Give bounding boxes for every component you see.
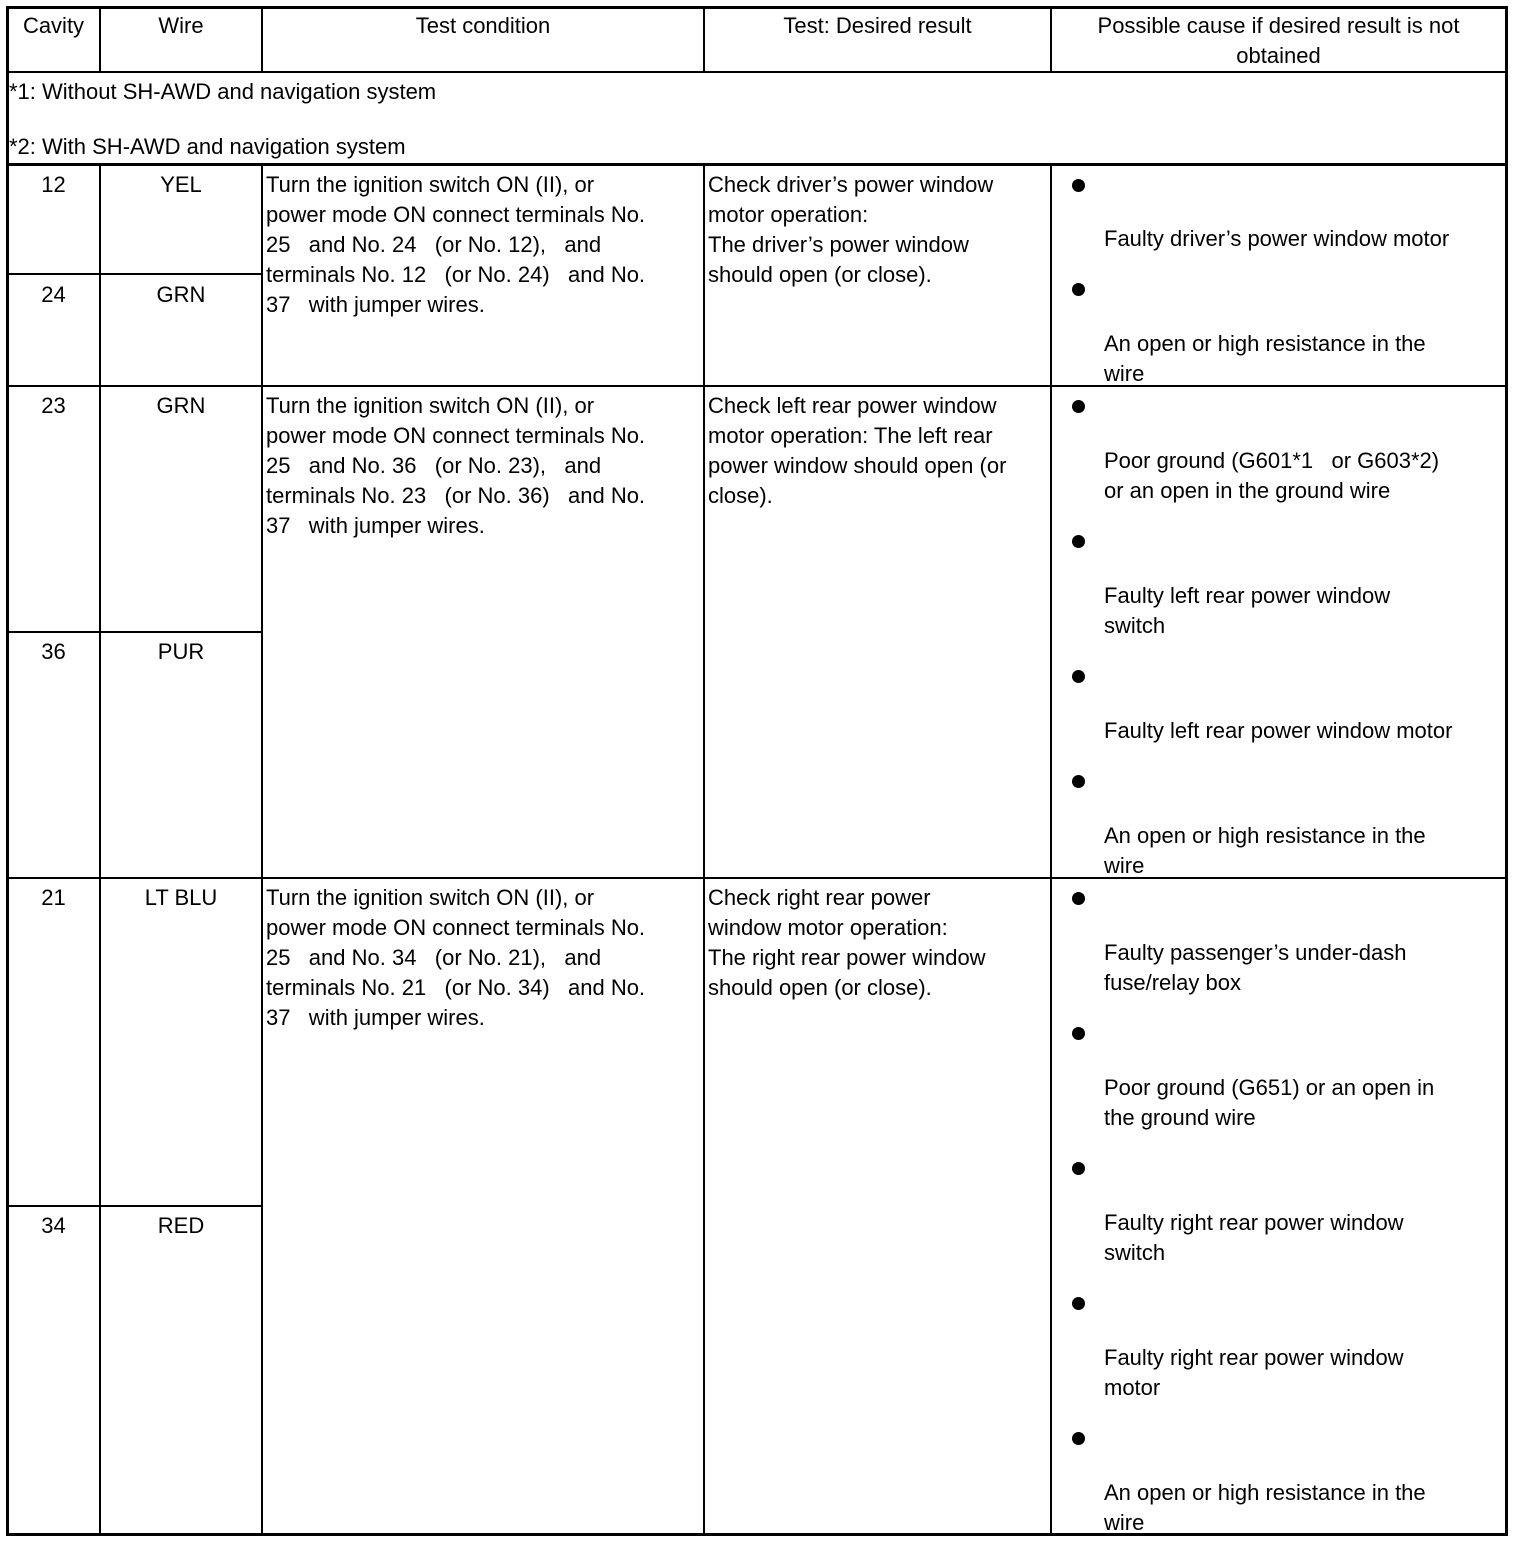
bullet-icon [1072, 1162, 1085, 1175]
test-condition-line: 25 and No. 36 (or No. 23), and [266, 453, 602, 478]
cavity-number: 34 [41, 1213, 66, 1238]
wire-color: YEL [160, 172, 202, 197]
desired-result-line: should open (or close). [708, 975, 932, 1000]
test-condition-line: 37 with jumper wires. [266, 1005, 485, 1030]
bullet-icon [1072, 283, 1085, 296]
desired-result-line: window motor operation: [708, 915, 948, 940]
test-condition-line: Turn the ignition switch ON (II), or [266, 393, 595, 418]
table-border-bottom [6, 1533, 1508, 1536]
col-divider-2 [261, 163, 263, 1535]
test-condition-line: 37 with jumper wires. [266, 292, 485, 317]
note-without-sh-awd: *1: Without SH-AWD and navigation system [9, 79, 437, 104]
possible-cause-line: switch [1104, 613, 1166, 638]
wire-color: GRN [156, 282, 206, 307]
possible-cause-line: An open or high resistance in the [1104, 823, 1426, 848]
possible-cause-line: Faulty left rear power window [1104, 583, 1391, 608]
possible-cause-line: Faulty driver’s power window motor [1104, 226, 1450, 251]
possible-cause-line: Faulty right rear power window [1104, 1210, 1404, 1235]
group-divider-2 [6, 877, 1508, 879]
test-condition-line: power mode ON connect terminals No. [266, 202, 646, 227]
possible-cause-line: Faulty passenger’s under-dash [1104, 940, 1407, 965]
test-condition-line: power mode ON connect terminals No. [266, 423, 646, 448]
possible-cause-line: Poor ground (G601*1 or G603*2) [1104, 448, 1440, 473]
desired-result-line: Check driver’s power window [708, 172, 994, 197]
desired-result-line: Check right rear power [708, 885, 931, 910]
bullet-icon [1072, 179, 1085, 192]
possible-cause-line: fuse/relay box [1104, 970, 1241, 995]
group-divider-1 [6, 385, 1508, 387]
test-condition-line: terminals No. 21 (or No. 34) and No. [266, 975, 646, 1000]
bullet-icon [1072, 535, 1085, 548]
cavity-divider-3 [6, 1205, 262, 1207]
header-desired-result: Test: Desired result [783, 13, 972, 38]
table-border-right [1505, 6, 1508, 1536]
desired-result-line: should open (or close). [708, 262, 932, 287]
wire-color: RED [157, 1213, 205, 1238]
bullet-icon [1072, 670, 1085, 683]
cavity-number: 23 [41, 393, 66, 418]
bullet-icon [1072, 1027, 1085, 1040]
possible-cause-line: motor [1104, 1375, 1161, 1400]
header-possible-cause: Possible cause if desired result is not [1097, 13, 1460, 38]
bullet-icon [1072, 892, 1085, 905]
wire-color: LT BLU [144, 885, 218, 910]
test-condition-line: terminals No. 23 (or No. 36) and No. [266, 483, 646, 508]
cavity-divider-1 [6, 273, 262, 275]
test-condition-line: terminals No. 12 (or No. 24) and No. [266, 262, 646, 287]
desired-result-line: motor operation: [708, 202, 869, 227]
notes-divider [6, 163, 1508, 166]
cavity-number: 12 [41, 172, 66, 197]
possible-cause-line: or an open in the ground wire [1104, 478, 1391, 503]
bullet-icon [1072, 1297, 1085, 1310]
test-condition-line: 37 with jumper wires. [266, 513, 485, 538]
possible-cause-line: Faulty left rear power window motor [1104, 718, 1453, 743]
possible-cause-line: wire [1104, 853, 1145, 878]
possible-cause-line: the ground wire [1104, 1105, 1256, 1130]
header-wire: Wire [158, 13, 204, 38]
bullet-icon [1072, 1432, 1085, 1445]
cavity-divider-2 [6, 631, 262, 633]
bullet-icon [1072, 775, 1085, 788]
desired-result-line: The driver’s power window [708, 232, 969, 257]
test-condition-line: Turn the ignition switch ON (II), or [266, 172, 595, 197]
header-cavity: Cavity [22, 13, 85, 38]
header-possible-cause-cont: obtained [1236, 43, 1321, 68]
desired-result-line: close). [708, 483, 773, 508]
desired-result-line: power window should open (or [708, 453, 1007, 478]
col-divider-4 [1050, 163, 1052, 1535]
note-with-sh-awd: *2: With SH-AWD and navigation system [9, 134, 406, 159]
table-border-left [6, 6, 9, 1536]
possible-cause-line: switch [1104, 1240, 1166, 1265]
possible-cause-line: An open or high resistance in the [1104, 1480, 1426, 1505]
header-divider [6, 71, 1508, 73]
cavity-number: 36 [41, 639, 66, 664]
test-condition-line: power mode ON connect terminals No. [266, 915, 646, 940]
possible-cause-line: Faulty right rear power window [1104, 1345, 1404, 1370]
desired-result-line: motor operation: The left rear [708, 423, 993, 448]
test-condition-line: 25 and No. 34 (or No. 21), and [266, 945, 602, 970]
test-condition-line: 25 and No. 24 (or No. 12), and [266, 232, 602, 257]
cavity-number: 24 [41, 282, 66, 307]
col-divider-3 [703, 163, 705, 1535]
bullet-icon [1072, 400, 1085, 413]
desired-result-line: The right rear power window [708, 945, 986, 970]
table-border-top [6, 6, 1508, 9]
wire-color: GRN [156, 393, 206, 418]
header-test-condition: Test condition [415, 13, 551, 38]
test-condition-line: Turn the ignition switch ON (II), or [266, 885, 595, 910]
possible-cause-line: wire [1104, 361, 1145, 386]
wire-color: PUR [157, 639, 205, 664]
col-divider-1 [99, 163, 101, 1535]
desired-result-line: Check left rear power window [708, 393, 997, 418]
possible-cause-line: Poor ground (G651) or an open in [1104, 1075, 1435, 1100]
possible-cause-line: An open or high resistance in the [1104, 331, 1426, 356]
possible-cause-line: wire [1104, 1510, 1145, 1535]
cavity-number: 21 [41, 885, 66, 910]
